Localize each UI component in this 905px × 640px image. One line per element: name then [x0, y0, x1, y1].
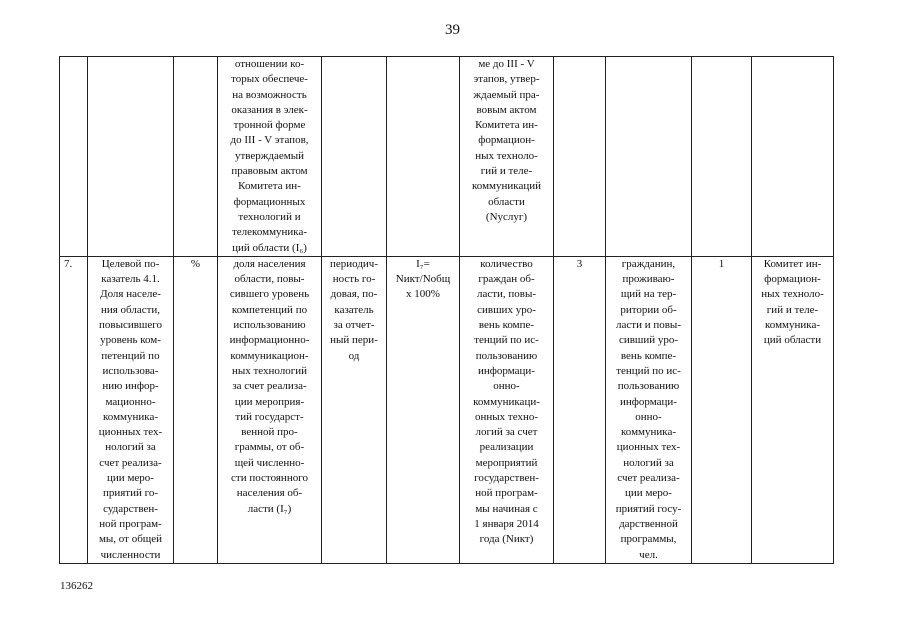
- text-line: ции мероприя-: [234, 395, 305, 408]
- text-line: нологий за: [105, 441, 156, 454]
- text-line: граждан об-: [478, 273, 535, 286]
- text-line: периодич-: [329, 257, 379, 270]
- cell-definition: [218, 57, 322, 257]
- text-line: ных техноло-: [761, 288, 824, 301]
- text-line: за счет реализа-: [232, 380, 307, 393]
- text-line: торых обеспече-: [231, 73, 308, 86]
- text-line: ность го-: [332, 273, 376, 286]
- text-line: онно-: [493, 380, 520, 393]
- text-line: коммуника-: [765, 319, 820, 332]
- text-line: ций области: [763, 334, 822, 347]
- text-line: ный пери-: [330, 334, 378, 347]
- coverage-code: 1: [692, 256, 752, 563]
- text-line: Комитета ин-: [238, 180, 301, 193]
- cell-method: [554, 57, 606, 257]
- cell-number: [60, 57, 88, 257]
- text-line: казатель 4.1.: [101, 273, 160, 286]
- text-line: правовым актом: [231, 165, 308, 178]
- text-line: количество: [480, 257, 533, 270]
- text-line: за отчет-: [333, 319, 375, 332]
- cell-name: [88, 57, 174, 257]
- cell-responsible: [752, 57, 834, 257]
- text-line: венной про-: [241, 426, 298, 439]
- text-line: гий и теле-: [766, 303, 819, 316]
- text-line: утверждаемый: [234, 149, 305, 162]
- collection-method: 3: [554, 256, 606, 563]
- text-line: Целевой по-: [101, 257, 160, 270]
- text-line: сти постоянного: [231, 472, 308, 485]
- text-line: ритории об-: [620, 303, 677, 316]
- text-line: логий за счет: [475, 426, 538, 439]
- text-line: ме до III - V: [478, 58, 535, 70]
- text-line: ласти и повы-: [616, 319, 681, 332]
- text-line: петенций по: [101, 349, 160, 362]
- text-line: онных техно-: [474, 410, 538, 423]
- text-line: информационно-: [229, 334, 310, 347]
- text-line: ной програм-: [99, 517, 162, 530]
- text-line: Комитета ин-: [475, 119, 538, 132]
- text-line: ции меро-: [107, 472, 154, 485]
- text-line: щей численно-: [234, 456, 305, 469]
- text-line: Доля населе-: [100, 288, 161, 301]
- text-line: повысившего: [98, 319, 163, 332]
- text-line: этапов, утвер-: [473, 73, 540, 86]
- text-line: вовым актом: [476, 103, 537, 116]
- text-line: приятий го-: [102, 487, 159, 500]
- text-line: сивших уро-: [477, 303, 536, 316]
- text-line: од: [348, 349, 360, 362]
- cell-population: [606, 57, 692, 257]
- text-line: счет реализа-: [99, 456, 162, 469]
- text-line: онно-: [635, 410, 662, 423]
- text-line: гражданин,: [621, 257, 676, 270]
- text-line: гий и теле-: [480, 165, 533, 178]
- text-line: проживаю-: [622, 273, 675, 286]
- text-line: использованию: [233, 319, 306, 332]
- indicator-formula: [387, 256, 460, 563]
- text-line: коммуника-: [621, 426, 676, 439]
- text-line: компетенций по: [231, 303, 308, 316]
- text-line: сившего уровень: [229, 288, 310, 301]
- cell-formula: [387, 57, 460, 257]
- text-line: технологий и: [238, 210, 301, 223]
- text-line: формацион-: [478, 134, 535, 147]
- text-line: формацион-: [764, 273, 821, 286]
- text-line: 1 января 2014: [474, 517, 539, 530]
- text-line: области: [488, 195, 525, 208]
- observation-unit: [606, 256, 692, 563]
- text-line: информаци-: [478, 364, 535, 377]
- text-line: года (Nикт): [479, 533, 534, 546]
- text-line: коммуникацион-: [230, 349, 309, 362]
- text-line: ции меро-: [625, 487, 672, 500]
- text-line: ной програм-: [475, 487, 538, 500]
- text-line: тенций по ис-: [474, 334, 539, 347]
- text-line: реализации: [479, 441, 534, 454]
- text-line: уровень ком-: [100, 334, 161, 347]
- cell-unit: [174, 57, 218, 257]
- text-line: довая, по-: [330, 288, 378, 301]
- text-line: ных техноло-: [475, 149, 538, 162]
- text-line: мероприятий: [475, 456, 538, 469]
- text-line: доля населения: [233, 257, 306, 270]
- text-line: ционных тех-: [98, 426, 163, 439]
- text-line: оказания в элек-: [231, 103, 308, 116]
- text-line: ния области,: [100, 303, 161, 316]
- cell-base-indicators: [460, 57, 554, 257]
- row-number: 7.: [60, 256, 88, 563]
- text-line: казатель: [334, 303, 374, 316]
- indicator-periodicity: [322, 256, 387, 563]
- text-line: коммуникаци-: [473, 395, 540, 408]
- text-line: нию инфор-: [102, 380, 159, 393]
- text-line: x 100%: [406, 288, 440, 301]
- text-line: Комитет ин-: [763, 257, 822, 270]
- text-line: ласти (I₇): [247, 502, 292, 515]
- unit-of-measure: %: [174, 256, 218, 563]
- text-line: коммуника-: [103, 410, 158, 423]
- text-line: щий на тер-: [620, 288, 677, 301]
- text-line: на возможность: [232, 88, 307, 101]
- indicator-name: [88, 256, 174, 563]
- text-line: телекоммуника-: [231, 226, 308, 239]
- text-line: населения об-: [236, 487, 303, 500]
- text-line: граммы, от об-: [234, 441, 305, 454]
- text-line: приятий госу-: [615, 502, 682, 515]
- text-line: мы начиная с: [475, 502, 538, 515]
- text-line: мы, от общей: [98, 533, 163, 546]
- text-line: вень компе-: [620, 349, 677, 362]
- text-line: ций области (I₆): [232, 241, 307, 254]
- text-line: государствен-: [474, 472, 539, 485]
- document-code: 136262: [60, 580, 93, 592]
- cell-code: [692, 57, 752, 257]
- text-line: отношении ко-: [234, 58, 305, 70]
- text-line: численности: [100, 548, 161, 561]
- text-line: ных технологий: [231, 364, 308, 377]
- text-line: нологий за: [623, 456, 674, 469]
- text-line: коммуникаций: [472, 180, 541, 193]
- text-line: вень компе-: [478, 319, 535, 332]
- indicator-definition: [218, 256, 322, 563]
- text-line: до III - V этапов,: [230, 134, 309, 147]
- text-line: использова-: [102, 364, 159, 377]
- text-line: ждаемый пра-: [473, 88, 540, 101]
- text-line: сударствен-: [103, 502, 158, 515]
- text-line: дарственной: [619, 517, 678, 530]
- text-line: сивший уро-: [618, 334, 679, 347]
- text-line: пользованию: [475, 349, 538, 362]
- responsible-body: [752, 256, 834, 563]
- text-line: тенций по ис-: [616, 364, 681, 377]
- cell-periodicity: [322, 57, 387, 257]
- base-indicator: [460, 256, 554, 563]
- text-line: информаци-: [620, 395, 677, 408]
- text-line: счет реализа-: [617, 472, 680, 485]
- text-line: ласти, повы-: [476, 288, 537, 301]
- indicator-table: [59, 56, 834, 564]
- text-line: формационных: [233, 195, 306, 208]
- table-row-7: [60, 256, 834, 563]
- text-line: (Nуслуг): [485, 210, 528, 223]
- text-line: области, повы-: [234, 273, 305, 286]
- text-line: мационно-: [105, 395, 156, 408]
- text-line: программы,: [620, 533, 677, 546]
- text-line: тий государст-: [235, 410, 304, 423]
- page-number: 39: [445, 22, 460, 38]
- text-line: тронной форме: [233, 119, 306, 132]
- text-line: ционных тех-: [616, 441, 681, 454]
- table-row-continued: [60, 57, 834, 257]
- text-line: чел.: [639, 548, 658, 561]
- text-line: I₇= Nикт/Nобщ: [395, 257, 451, 286]
- text-line: пользованию: [617, 380, 680, 393]
